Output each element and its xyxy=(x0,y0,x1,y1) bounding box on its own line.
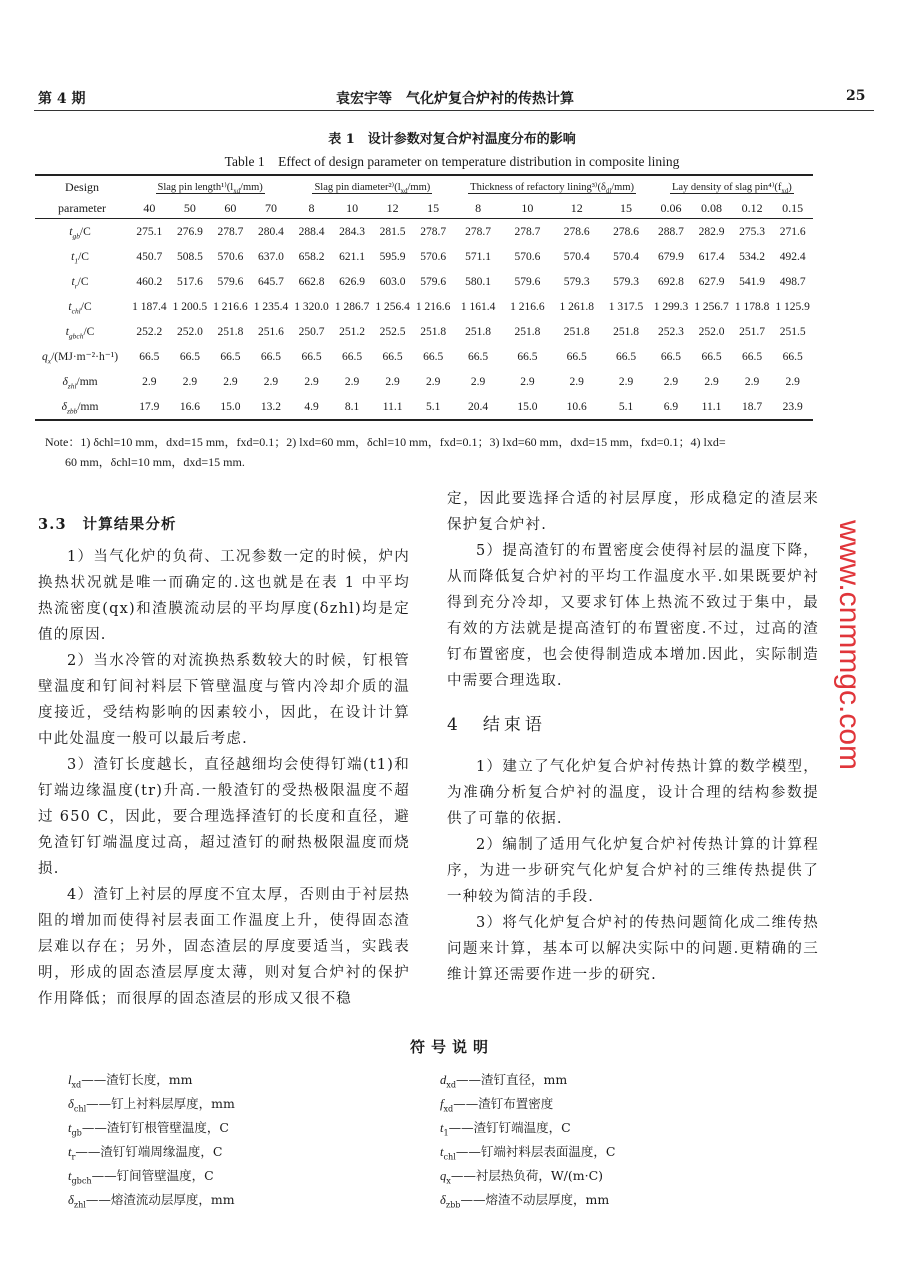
table-cell: 2.9 xyxy=(425,375,441,388)
table-cell: 570.4 xyxy=(563,250,590,263)
table-cell: 66.5 xyxy=(301,350,322,363)
table-cell: 450.7 xyxy=(136,250,163,263)
symbol-entry xyxy=(440,1068,615,1092)
table-cell: 595.9 xyxy=(379,250,406,263)
symbol: t xyxy=(68,1169,72,1183)
row-unit: /(MJ·m⁻²·h⁻¹) xyxy=(51,350,119,363)
table-cell: 645.7 xyxy=(258,275,284,288)
symbol: t xyxy=(68,1145,72,1159)
table-cell: 508.5 xyxy=(176,250,203,263)
issue-number: 第 4 期 xyxy=(38,91,86,107)
column-header: 0.15 xyxy=(772,198,813,219)
group-label-text: Slag pin length¹⁾(l xyxy=(157,182,234,193)
paragraph: 5）提高渣钉的布置密度会使得衬层的温度下降，从而降低复合炉衬的平均工作温度水平.如果既要炉衬得到充分冷却，又要求钉体上热流不致过于集中，最有效的方法就是提高渣钉的布置密度.不过，过高的渣钉布置密度，也会使得制造成本增加.因此，实际制造中需要合理选取. xyxy=(447,543,819,689)
row-label xyxy=(35,269,129,294)
column-header: 0.12 xyxy=(732,198,773,219)
symbol-sub: r xyxy=(71,1151,76,1162)
table-cell: 18.7 xyxy=(732,394,773,420)
table-cell: 10.6 xyxy=(552,394,601,420)
table-group-header-row xyxy=(35,175,813,198)
results-table xyxy=(35,174,813,421)
symbol-entry xyxy=(68,1188,235,1212)
symbol-entry xyxy=(440,1092,615,1116)
table-cell: 1 125.9 xyxy=(775,300,810,313)
group-label-sub: xd xyxy=(781,188,789,196)
column-header: 10 xyxy=(503,198,552,219)
table-cell: 570.6 xyxy=(217,250,244,263)
table-row xyxy=(35,344,813,369)
symbol: t xyxy=(440,1145,444,1159)
group-label-tail: /mm) xyxy=(407,182,431,193)
note-line-2: 60 mm，δchl=10 mm，dxd=15 mm. xyxy=(65,455,245,469)
table-cell: 16.6 xyxy=(170,394,211,420)
table-cell: 66.5 xyxy=(179,350,200,363)
table-cell: 276.9 xyxy=(176,225,203,238)
table-cell: 627.9 xyxy=(698,275,725,288)
paragraph: 2）当水冷管的对流换热系数较大的时候，钉根管壁温度和钉间衬料层下管壁温度与管内冷却介质的温度接近，受结构影响的因素较小，因此，在设计计算中此处温度一般可以最后考虑. xyxy=(38,653,410,747)
symbol-entry xyxy=(440,1164,615,1188)
paragraph: 2）编制了适用气化炉复合炉衬传热计算的计算程序，为进一步研究气化炉复合炉衬的三维传热提供了一种较为简洁的手段. xyxy=(447,837,819,905)
column-header: 10 xyxy=(332,198,373,219)
table-cell: 252.0 xyxy=(698,325,725,338)
symbol-entry xyxy=(440,1188,615,1212)
table-cell: 2.9 xyxy=(663,375,679,388)
table-cell: 66.5 xyxy=(701,350,722,363)
group-header xyxy=(291,175,453,198)
table-cell: 6.9 xyxy=(651,394,692,420)
table-cell: 271.6 xyxy=(779,225,806,238)
symbol-sub: chl xyxy=(73,1103,87,1114)
table-cell: 66.5 xyxy=(660,350,682,363)
table-cell: 517.6 xyxy=(176,275,203,288)
table-cell: 1 299.3 xyxy=(653,300,689,313)
section-heading-4: 4 结束语 xyxy=(447,715,546,735)
table-cell: 2.9 xyxy=(704,375,719,388)
table-cell: 1 256.4 xyxy=(375,300,410,313)
group-label-sub: dl xyxy=(605,188,612,196)
row-symbol: δ xyxy=(61,400,67,413)
symbols-title: 符号说明 xyxy=(409,1038,494,1056)
symbol: d xyxy=(440,1073,447,1087)
table-cell: 2.9 xyxy=(618,375,634,388)
table-caption-en: Table 1 Effect of design parameter on temperature distribution in composite lining xyxy=(224,154,680,169)
table-cell: 570.4 xyxy=(613,250,639,263)
row-unit: /mm xyxy=(77,400,99,413)
column-header: 70 xyxy=(251,198,292,219)
symbol-sub: x xyxy=(446,1175,451,1186)
row-label xyxy=(35,319,129,344)
table-cell: 66.5 xyxy=(382,350,403,363)
table-cell: 658.2 xyxy=(298,250,325,263)
row-unit: /C xyxy=(83,325,95,338)
table-row xyxy=(35,294,813,319)
table-cell: 1 317.5 xyxy=(608,300,644,313)
symbol-entry xyxy=(440,1116,615,1140)
column-header: 0.08 xyxy=(691,198,732,219)
table-cell: 11.1 xyxy=(691,394,732,420)
symbol-description: ——熔渣不动层厚度，mm xyxy=(460,1192,610,1207)
table-cell: 17.9 xyxy=(129,394,170,420)
group-label-sub: xd xyxy=(400,188,408,196)
table-row xyxy=(35,244,813,269)
symbol-entry xyxy=(68,1116,235,1140)
table-cell: 571.1 xyxy=(465,250,492,263)
column-header: 12 xyxy=(552,198,601,219)
table-cell: 13.2 xyxy=(251,394,292,420)
table-cell: 11.1 xyxy=(372,394,413,420)
group-label-text: Thickness of refactory lining³⁾(δ xyxy=(470,182,606,193)
row-symbol: q xyxy=(42,350,48,363)
symbol-sub: gbch xyxy=(71,1175,92,1186)
group-label-text: Lay density of slag pin⁴⁾(f xyxy=(671,182,782,193)
table-cell: 251.8 xyxy=(420,325,447,338)
table-cell: 252.5 xyxy=(379,325,406,338)
table-cell: 2.9 xyxy=(223,375,238,388)
table-cell: 492.4 xyxy=(779,250,806,263)
column-header: 15 xyxy=(601,198,650,219)
table-cell: 278.7 xyxy=(465,225,492,238)
symbol-description: ——渣钉钉根管壁温度，C xyxy=(81,1120,229,1135)
group-label-tail: ) xyxy=(788,182,792,193)
table-cell: 251.8 xyxy=(613,325,639,338)
table-cell: 288.7 xyxy=(658,225,684,238)
table-cell: 4.9 xyxy=(291,394,332,420)
table-cell: 2.9 xyxy=(785,375,800,388)
symbol-description: ——渣钉长度，mm xyxy=(81,1072,193,1087)
table-cell: 66.5 xyxy=(423,350,444,363)
table-cell: 2.9 xyxy=(470,375,486,388)
row-symbol: t xyxy=(65,325,69,338)
row-label xyxy=(35,394,129,420)
symbol-sub: gb xyxy=(71,1127,82,1138)
column-header: 60 xyxy=(210,198,251,219)
table-cell: 2.9 xyxy=(142,375,157,388)
right-column xyxy=(447,486,819,988)
table-cell: 1 200.5 xyxy=(172,300,208,313)
symbol-sub: zhl xyxy=(73,1199,86,1210)
table-cell: 621.1 xyxy=(339,250,365,263)
group-label-tail: /mm) xyxy=(611,182,634,193)
table-cell: 579.6 xyxy=(420,275,447,288)
column-header: 50 xyxy=(170,198,211,219)
table-cell: 2.9 xyxy=(520,375,535,388)
row-label xyxy=(35,344,129,369)
table-cell: 23.9 xyxy=(772,394,813,420)
group-label-text: Slag pin diameter²⁾(l xyxy=(314,182,401,193)
symbols-right-list xyxy=(440,1068,615,1212)
symbol-sub: xd xyxy=(443,1103,454,1114)
row-symbol: t xyxy=(69,225,73,238)
table-cell: 1 161.4 xyxy=(460,300,496,313)
table-cell: 66.5 xyxy=(139,350,160,363)
symbol: q xyxy=(440,1169,447,1183)
table-cell: 1 286.7 xyxy=(334,300,370,313)
table-cell: 1 216.6 xyxy=(510,300,545,313)
table-cell: 251.8 xyxy=(465,325,492,338)
table-cell: 2.9 xyxy=(569,375,584,388)
section-heading-3-3: 3.3 计算结果分析 xyxy=(38,516,177,533)
table-cell: 275.1 xyxy=(136,225,163,238)
row-label xyxy=(35,244,129,269)
table-cell: 579.3 xyxy=(613,275,639,288)
table-cell: 1 320.0 xyxy=(294,300,329,313)
paragraph: 3）将气化炉复合炉衬的传热问题简化成二维传热问题来计算，基本可以解决实际中的问题.更精确的三维计算还需要作进一步的研究. xyxy=(447,915,819,983)
table-cell: 579.6 xyxy=(514,275,541,288)
symbol: t xyxy=(440,1121,444,1135)
table-cell: 2.9 xyxy=(385,375,400,388)
table-cell: 1 216.6 xyxy=(213,300,248,313)
table-cell: 252.2 xyxy=(136,325,163,338)
symbol-description: ——渣钉钉端周缘温度，C xyxy=(75,1144,223,1159)
table-cell: 66.5 xyxy=(615,350,637,363)
row-symbol-sub: chl xyxy=(71,305,81,315)
table-row xyxy=(35,319,813,344)
table-cell: 579.3 xyxy=(563,275,590,288)
column-header: 8 xyxy=(453,198,502,219)
group-label-sub: xd xyxy=(233,188,241,196)
left-column xyxy=(38,512,410,1012)
row-symbol-sub: gb xyxy=(72,230,80,240)
table-cell: 66.5 xyxy=(742,350,763,363)
row-label xyxy=(35,294,129,319)
symbol-entry xyxy=(68,1164,235,1188)
table-cell: 66.5 xyxy=(782,350,803,363)
table-cell: 275.3 xyxy=(739,225,765,238)
table-cell: 251.7 xyxy=(739,325,765,338)
row-unit: /C xyxy=(80,300,92,313)
table-cell: 1 216.6 xyxy=(415,300,451,313)
group-header xyxy=(651,175,813,198)
header-rule xyxy=(34,110,874,111)
symbol: δ xyxy=(68,1097,74,1111)
table-cell: 570.6 xyxy=(514,250,541,263)
symbol-sub: xd xyxy=(446,1079,457,1090)
paragraph: 3）渣钉长度越长，直径越细均会使得钉端(t1)和钉端边缘温度(tr)升高.一般渣钉的受热极限温度不超过 650 C，因此，要合理选择渣钉的长度和直径，避免渣钉钉端温度过高，超过渣钉的耐热极限温度而烧损. xyxy=(38,757,410,877)
table-cell: 570.6 xyxy=(420,250,447,263)
column-header: 0.06 xyxy=(651,198,692,219)
table-cell: 251.8 xyxy=(563,325,590,338)
group-label xyxy=(156,182,265,194)
table-row xyxy=(35,394,813,420)
row-unit: /C xyxy=(77,275,89,288)
param-header-1: Design xyxy=(35,175,129,198)
table-cell: 66.5 xyxy=(342,350,363,363)
table-cell: 534.2 xyxy=(739,250,765,263)
table-cell: 2.9 xyxy=(304,375,319,388)
table-cell: 278.7 xyxy=(217,225,244,238)
table-cell: 5.1 xyxy=(601,394,650,420)
table-cell: 460.2 xyxy=(136,275,163,288)
table-cell: 2.9 xyxy=(182,375,198,388)
row-symbol-sub: gbch xyxy=(68,330,84,340)
symbol-entry xyxy=(440,1140,615,1164)
table-cell: 66.5 xyxy=(260,350,282,363)
table-cell: 2.9 xyxy=(263,375,279,388)
table-row xyxy=(35,369,813,394)
table-cell: 679.9 xyxy=(658,250,684,263)
group-label xyxy=(312,182,432,194)
symbol-description: ——衬层热负荷，W/(m·C) xyxy=(450,1168,604,1183)
row-unit: /mm xyxy=(76,375,98,388)
symbol: δ xyxy=(68,1193,74,1207)
table-cell: 278.6 xyxy=(563,225,590,238)
table-note xyxy=(45,432,875,472)
table-cell: 579.6 xyxy=(217,275,244,288)
table-row xyxy=(35,219,813,245)
table-column-header-row xyxy=(35,198,813,219)
table-cell: 284.3 xyxy=(339,225,365,238)
table-cell: 20.4 xyxy=(453,394,502,420)
symbol-entry xyxy=(68,1092,235,1116)
paragraph: 4）渣钉上衬层的厚度不宜太厚，否则由于衬层热阻的增加而使得衬层表面工作温度上升，使得固态渣层难以存在；另外，固态渣层的厚度要适当，实践表明，形成的固态渣层厚度太薄，则对复合炉衬的保护作用降低；而很厚的固态渣层的形成又很不稳 xyxy=(38,887,410,1007)
row-symbol-sub: x xyxy=(47,355,52,365)
table-cell: 637.0 xyxy=(258,250,284,263)
row-symbol: t xyxy=(71,250,75,263)
row-symbol-sub: 1 xyxy=(74,255,79,265)
group-header xyxy=(453,175,650,198)
symbol-sub: 1 xyxy=(443,1127,449,1138)
table-cell: 251.6 xyxy=(258,325,284,338)
row-symbol: t xyxy=(68,300,72,313)
paragraph-continued: 定，因此要选择合适的衬层厚度，形成稳定的渣层来保护复合炉衬. xyxy=(447,491,819,533)
row-symbol: δ xyxy=(62,375,68,388)
symbol-sub: chl xyxy=(443,1151,456,1162)
row-symbol-sub: r xyxy=(74,280,78,290)
symbol: t xyxy=(68,1121,72,1135)
row-label xyxy=(35,219,129,245)
symbols-left-list xyxy=(68,1068,235,1212)
table-cell: 278.7 xyxy=(514,225,541,238)
table-cell: 66.5 xyxy=(566,350,587,363)
table-cell: 251.5 xyxy=(779,325,806,338)
table-cell: 1 261.8 xyxy=(559,300,594,313)
table-cell: 1 187.4 xyxy=(132,300,167,313)
symbol: f xyxy=(440,1097,444,1111)
table-cell: 580.1 xyxy=(465,275,492,288)
table-caption-cn: 表 1 设计参数对复合炉衬温度分布的影响 xyxy=(328,132,576,147)
row-unit: /C xyxy=(78,250,89,263)
table-cell: 252.0 xyxy=(176,325,203,338)
row-symbol: t xyxy=(71,275,75,288)
watermark: www.cnmmgc.com xyxy=(833,520,866,771)
table-cell: 288.4 xyxy=(298,225,325,238)
symbol-sub: zbb xyxy=(445,1199,461,1210)
group-label xyxy=(468,182,636,194)
table-cell: 66.5 xyxy=(468,350,489,363)
table-cell: 15.0 xyxy=(210,394,251,420)
table-row xyxy=(35,269,813,294)
table-cell: 15.0 xyxy=(503,394,552,420)
column-header: 40 xyxy=(129,198,170,219)
table-cell: 281.5 xyxy=(379,225,406,238)
symbol: δ xyxy=(440,1193,446,1207)
symbol-entry xyxy=(68,1140,235,1164)
symbol-description: ——渣钉直径，mm xyxy=(456,1072,568,1087)
table-cell: 282.9 xyxy=(698,225,725,238)
symbol-description: ——熔渣流动层厚度，mm xyxy=(85,1192,235,1207)
column-header: 8 xyxy=(291,198,332,219)
table-cell: 662.8 xyxy=(298,275,325,288)
table-cell: 280.4 xyxy=(258,225,284,238)
table-cell: 541.9 xyxy=(739,275,765,288)
row-symbol-sub: zbb xyxy=(66,405,78,415)
table-cell: 692.8 xyxy=(658,275,684,288)
table-cell: 617.4 xyxy=(698,250,725,263)
table-cell: 251.8 xyxy=(217,325,244,338)
column-header: 15 xyxy=(413,198,454,219)
symbol: l xyxy=(68,1073,72,1087)
paragraph: 1）当气化炉的负荷、工况参数一定的时候，炉内换热状况就是唯一而确定的.这也就是在表 1 中平均热流密度(qx)和渣膜流动层的平均厚度(δzhl)均是定值的原因. xyxy=(38,549,410,643)
page-number: 25 xyxy=(846,88,866,104)
running-title: 袁宏宇等 气化炉复合炉衬的传热计算 xyxy=(336,91,574,107)
table-cell: 1 235.4 xyxy=(253,300,289,313)
note-line-1: Note：1) δchl=10 mm，dxd=15 mm，fxd=0.1；2) lxd=60 mm，δchl=10 mm，fxd=0.1；3) lxd=60 mm，dxd=15 mm，fxd=0.1；4) lxd= xyxy=(45,435,726,449)
table-cell: 626.9 xyxy=(339,275,365,288)
table-cell: 1 178.8 xyxy=(734,300,770,313)
table-cell: 66.5 xyxy=(220,350,241,363)
row-label xyxy=(35,369,129,394)
table-cell: 2.9 xyxy=(744,375,760,388)
table-cell: 498.7 xyxy=(779,275,806,288)
symbol-description: ——钉上衬料层厚度，mm xyxy=(86,1096,235,1111)
table-cell: 66.5 xyxy=(517,350,538,363)
symbol-sub: xd xyxy=(71,1079,82,1090)
param-header-2: parameter xyxy=(35,198,129,219)
table-cell: 2.9 xyxy=(344,375,360,388)
table-cell: 8.1 xyxy=(332,394,373,420)
table-cell: 5.1 xyxy=(413,394,454,420)
table-cell: 252.3 xyxy=(658,325,684,338)
symbol-entry xyxy=(68,1068,235,1092)
symbol-description: ——钉间管壁温度，C xyxy=(91,1168,214,1183)
row-symbol-sub: zhl xyxy=(67,380,77,390)
table-cell: 251.8 xyxy=(514,325,541,338)
row-unit: /C xyxy=(79,225,91,238)
table-cell: 278.7 xyxy=(420,225,447,238)
table-cell: 251.2 xyxy=(339,325,365,338)
group-label xyxy=(670,182,794,194)
table-cell: 603.0 xyxy=(379,275,406,288)
paragraph: 1）建立了气化炉复合炉衬传热计算的数学模型，为准确分析复合炉衬的温度，设计合理的结构参数提供了可靠的依据. xyxy=(447,759,819,827)
symbol-description: ——渣钉钉端温度，C xyxy=(448,1120,571,1135)
table-cell: 1 256.7 xyxy=(694,300,729,313)
symbol-description: ——钉端衬料层表面温度，C xyxy=(455,1144,616,1159)
column-header: 12 xyxy=(372,198,413,219)
table-cell: 278.6 xyxy=(613,225,639,238)
group-label-tail: /mm) xyxy=(240,182,263,193)
symbol-description: ——渣钉布置密度 xyxy=(453,1096,554,1111)
group-header xyxy=(129,175,291,198)
table-cell: 250.7 xyxy=(298,325,325,338)
